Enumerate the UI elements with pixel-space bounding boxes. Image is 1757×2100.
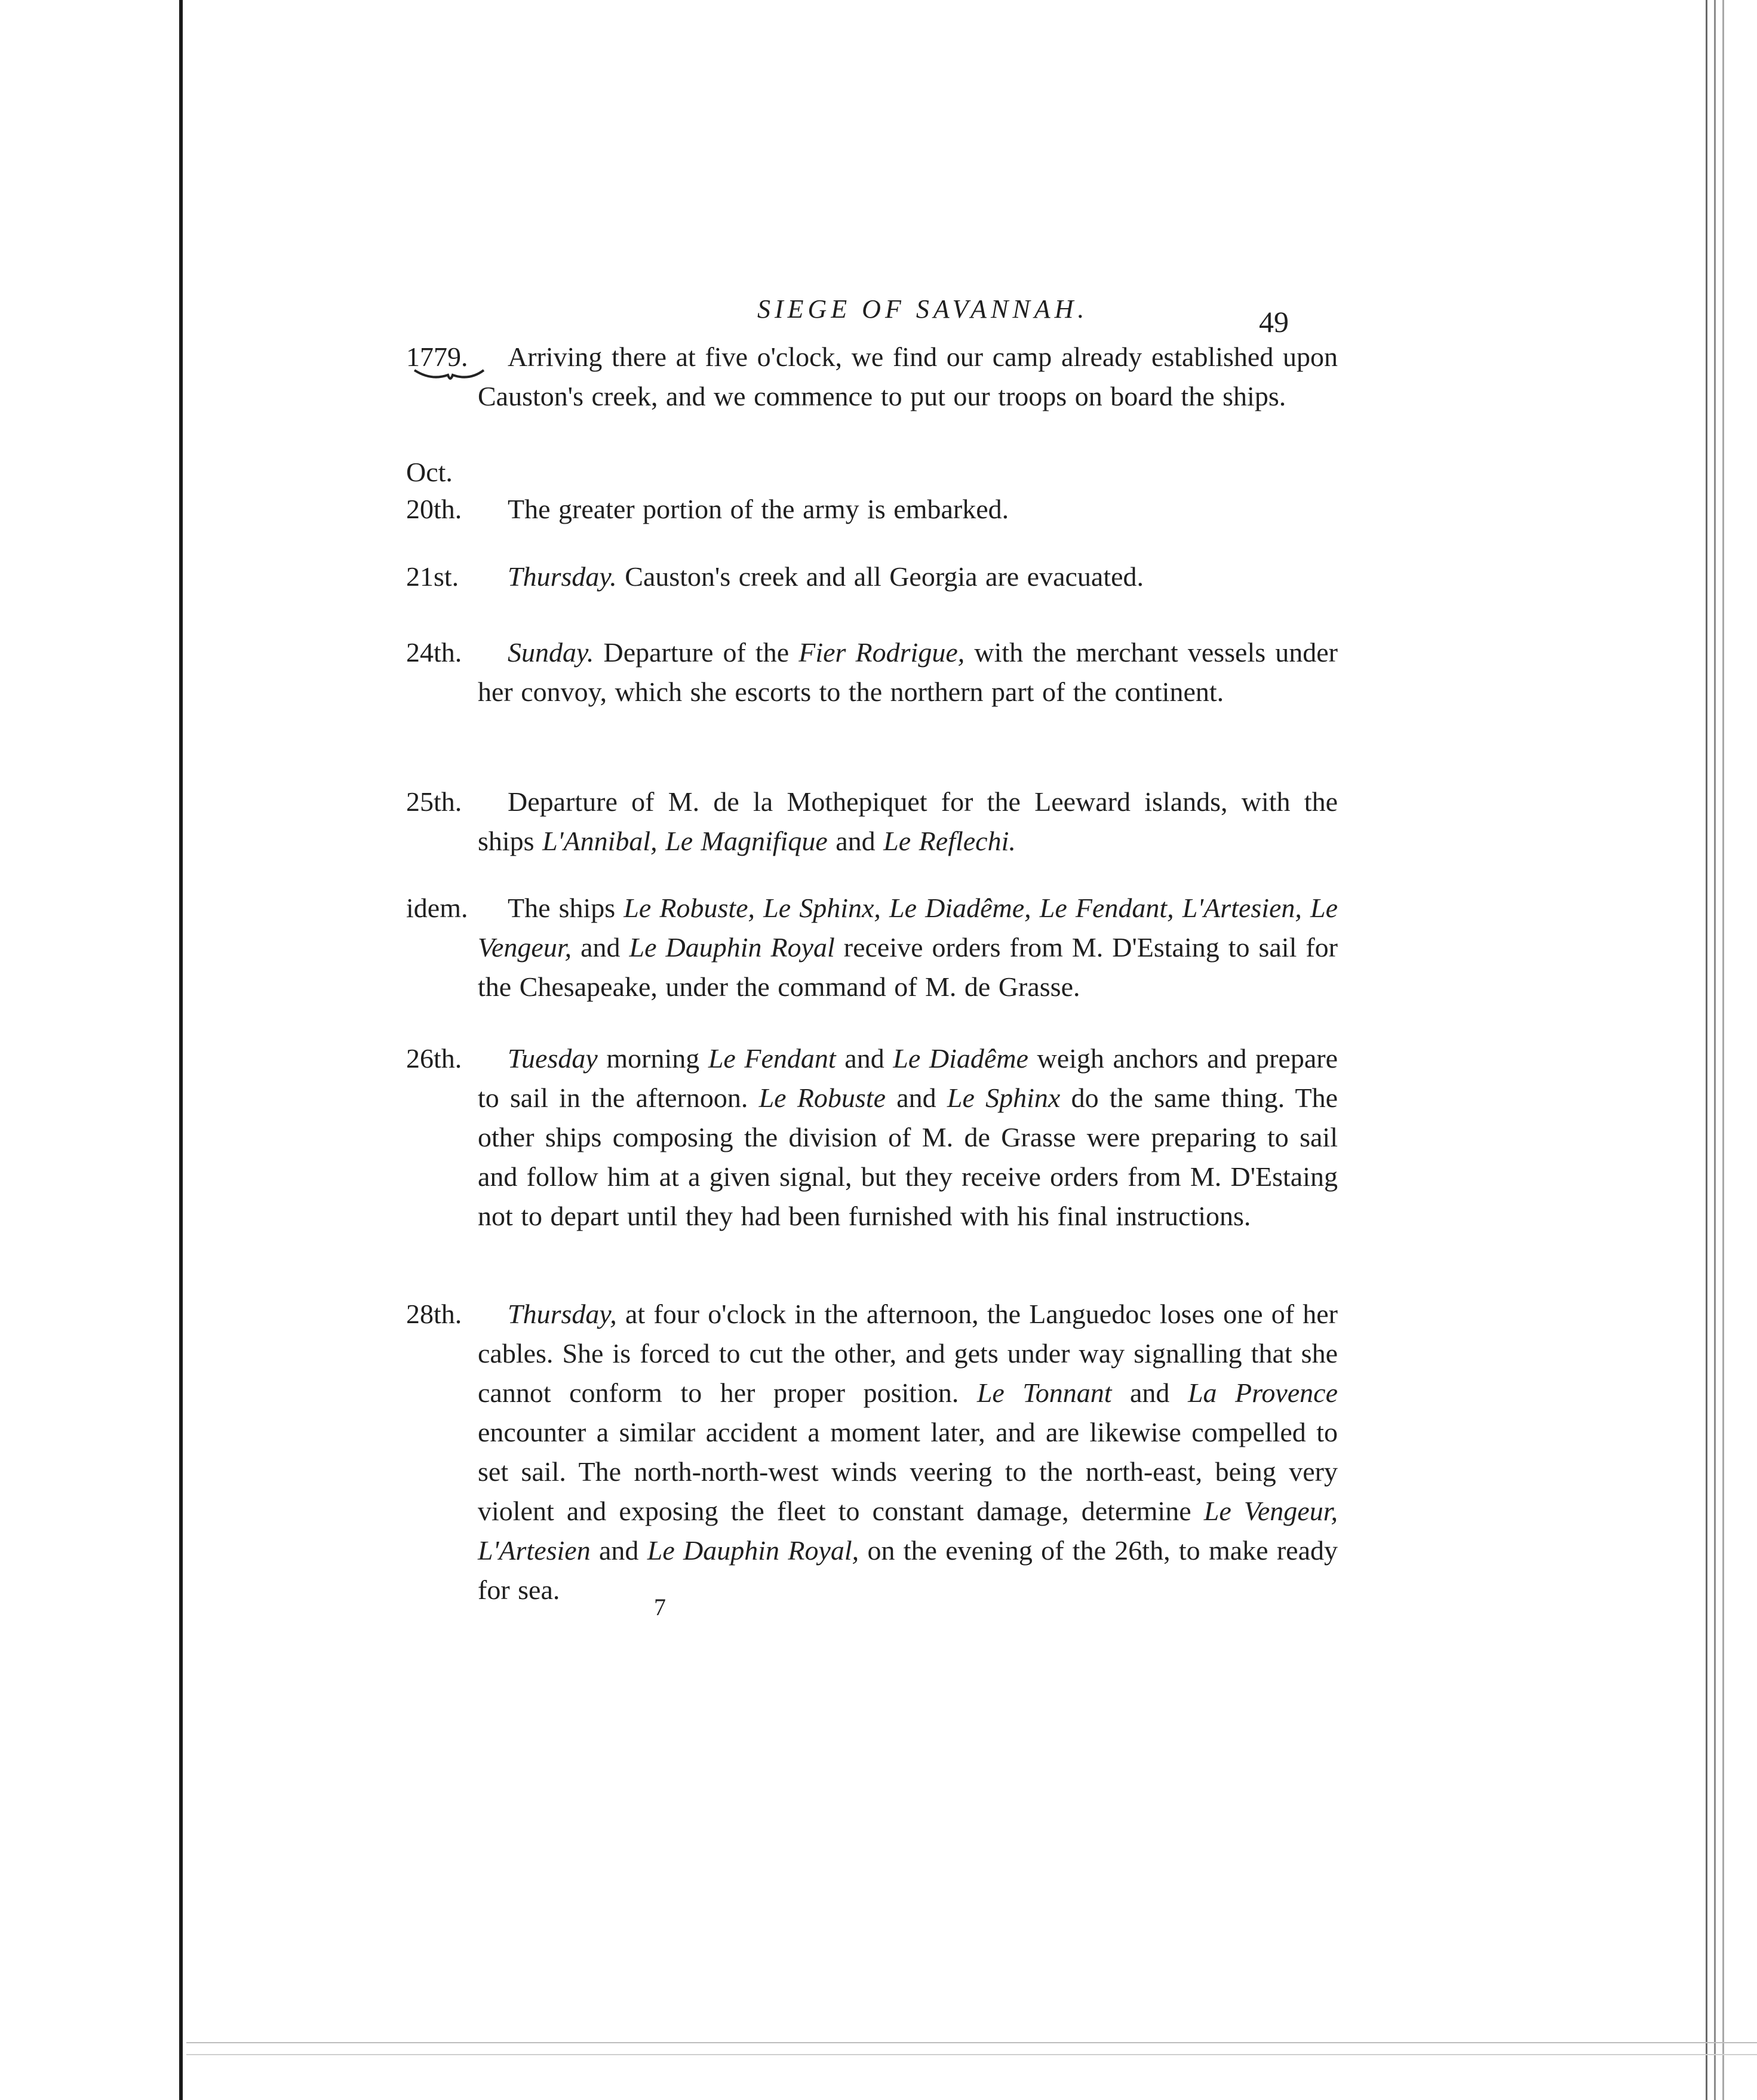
page-stack-bottom	[186, 2042, 1757, 2043]
entry-italic-run: Le Dauphin Royal	[629, 932, 835, 963]
entry-text-run: do the same thing. The other ships composing the division of M. de Grasse were preparing to sail and follow him at a given signal, but they receive orders from M. D'Estaing not to depart until they had been furnished with his final instructions.	[478, 1083, 1338, 1231]
page-number: 49	[1259, 305, 1289, 339]
entry-date: 25th.	[406, 786, 462, 817]
entry-text	[478, 633, 1338, 712]
entry-italic-run: Thursday,	[508, 1299, 617, 1329]
entry-text-run: encounter a similar accident a moment later, and are likewise compelled to set sail. The north-north-west winds veering to the north-east, being very violent and exposing the fleet to constant damage, determine	[478, 1417, 1338, 1526]
entry-italic-run: Tuesday	[508, 1043, 598, 1074]
entry-text	[478, 490, 1338, 529]
entry-italic-run: Sunday.	[508, 637, 594, 668]
entry-text-run: Arriving there at five o'clock, we find our camp already established upon Causton's creek, and we commence to put our troops on board the ships.	[478, 342, 1338, 411]
entry-text-run: and	[886, 1083, 947, 1113]
entry-date: Oct.	[406, 457, 453, 487]
binding-line	[179, 0, 183, 2100]
entry-italic-run: L'Annibal, Le Magnifique	[542, 826, 828, 856]
entry-text-run: morning	[597, 1043, 708, 1074]
entry-italic-run: Le Robuste	[758, 1083, 886, 1113]
entry-italic-run: Le Sphinx	[947, 1083, 1061, 1113]
entry-text-run: and	[590, 1535, 647, 1566]
entry-text	[478, 782, 1338, 861]
entry-text-run: at four o'clock in the afternoon, the Languedoc loses one of her cables. She is forced to cut the other, and gets under way signalling that she cannot conform to her proper position.	[478, 1299, 1338, 1408]
entry-text-run: and	[827, 826, 884, 856]
entry-date: 21st.	[406, 561, 459, 592]
entry-text-run: and	[1111, 1378, 1188, 1408]
entry-text	[478, 888, 1338, 1007]
entry-italic-run: La Provence	[1187, 1378, 1338, 1408]
entry-text-run: Departure of M. de la Mothepiquet for the Leeward islands, with the ships	[478, 786, 1338, 856]
entry-text	[478, 337, 1338, 416]
entry-italic-run: Thursday.	[508, 561, 617, 592]
binding-edge	[0, 0, 186, 2100]
entry-italic-run: Le Robuste, Le Sphinx, Le Diadême, Le Fendant, L'Artesien, Le Vengeur,	[478, 893, 1338, 963]
entry-italic-run: Le Vengeur, L'Artesien	[478, 1496, 1338, 1566]
entry-text-run: weigh anchors and prepare to sail in the afternoon.	[478, 1043, 1338, 1113]
entry-italic-run: Fier Rodrigue,	[798, 637, 965, 668]
entry-italic-run: Le Dauphin Royal,	[647, 1535, 859, 1566]
entry-text	[478, 557, 1338, 597]
entry-italic-run: Le Tonnant	[976, 1378, 1112, 1408]
entry-date: 26th.	[406, 1043, 462, 1074]
entry-text-run: and	[572, 932, 629, 963]
entry-date: 1779.	[406, 342, 468, 372]
entry-italic-run: Le Fendant	[708, 1043, 836, 1074]
page-stack-edge	[1714, 0, 1716, 2100]
page-stack-edge	[1706, 0, 1707, 2100]
entry-text	[478, 1039, 1338, 1236]
entry-text	[478, 1295, 1338, 1610]
page-stack-edge	[1722, 0, 1724, 2100]
entry-date: 20th.	[406, 494, 462, 524]
entry-text-run: on the evening of the 26th, to make ready for sea.	[478, 1535, 1338, 1605]
page-stack-bottom	[186, 2054, 1757, 2055]
entry-text-run: and	[836, 1043, 893, 1074]
entry-text-run: Causton's creek and all Georgia are evacuated.	[616, 561, 1144, 592]
entry-italic-run: Le Diadême	[893, 1043, 1028, 1074]
entry-text-run: The ships	[508, 893, 624, 923]
entry-text-run: receive orders from M. D'Estaing to sail for the Chesapeake, under the command of M. de Grasse.	[478, 932, 1338, 1002]
entry-text-run: The greater portion of the army is embarked.	[508, 494, 1009, 524]
entry-italic-run: Le Reflechi.	[883, 826, 1016, 856]
running-head: SIEGE OF SAVANNAH.	[757, 294, 1089, 324]
entry-text-run: with the merchant vessels under her convoy, which she escorts to the northern part of the continent.	[478, 637, 1338, 707]
entry-text-run: Departure of the	[594, 637, 799, 668]
signature-mark: 7	[654, 1594, 666, 1621]
entry-date: idem.	[406, 893, 468, 923]
entry-date: 24th.	[406, 637, 462, 668]
entry-date: 28th.	[406, 1299, 462, 1329]
